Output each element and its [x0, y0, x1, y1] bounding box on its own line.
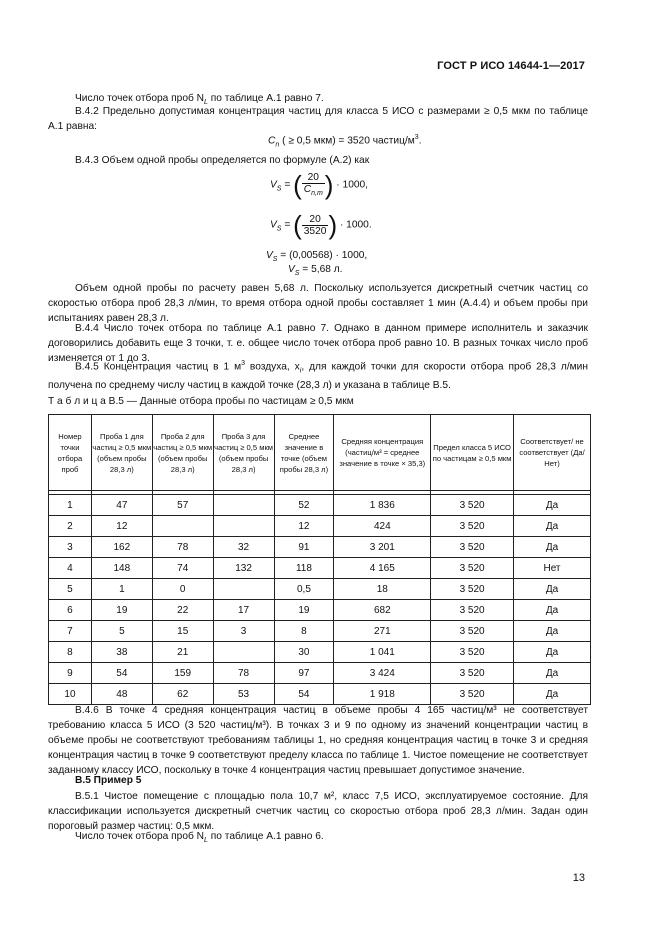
formula-volume-4: $V_S = 5,68$ л.: [288, 264, 343, 278]
paragraph-b46: В.4.6 В точке 4 средняя концентрация частиц в объеме пробы 4 165 частиц/м³ не соответствует требованию класса 5 ИСО (3 520 частиц/м³). В точках 3 и 9 по одному из значений концентрации частиц в объеме пробы не соответствуют требованиям таблицы 1, но средняя концентрация частиц в точке 3 и средняя концентрация частиц в точке 9 соответствуют пределу класса по таблице 1. Чистое помещение не соответствует заданному классу ИСО, поскольку в точке 4 концентрация частиц превышает допустимое значение.: [48, 705, 588, 776]
formula-volume-3: $V_S = (0,00568) \cdot 1000$,: [266, 250, 368, 264]
formula-volume-2: $V_S$ = ( $\frac{20}{3520}$ ) · 1000.: [270, 210, 372, 240]
col-header: Номер точки отбора проб: [49, 415, 92, 491]
p1-end: по таблице А.1 равно 7.: [207, 93, 324, 104]
table-cell: 74: [152, 558, 213, 579]
table-cell: 3 520: [431, 642, 514, 663]
table-cell: 12: [91, 516, 152, 537]
table-cell: [213, 642, 274, 663]
f3-num: 20: [302, 214, 329, 226]
table-cell: 118: [274, 558, 334, 579]
f1-sub: n: [275, 141, 280, 149]
table-row: [49, 495, 591, 516]
table-cell: 5: [91, 621, 152, 642]
p6c: , для каждой точки для скорости отбора проб 28,3 л/мин получена по среднему числу частиц в каждой точке (28,3 л) и указана в таблице В.5.: [48, 361, 588, 392]
f2-tail: · 1000,: [333, 179, 369, 191]
table-cell: 57: [152, 495, 213, 516]
f5-text: = 5,68 л.: [299, 264, 343, 275]
table-cell: 22: [152, 600, 213, 621]
paragraph-b44: В.4.4 Число точек отбора по таблице А.1 равно 7. Однако в данном примере исполнитель и заказчик договорились добавить еще 3 точки, т. е. общее число точек отбора проб равно 10. В разных точках число проб изменяется от 1 до 3.: [48, 323, 588, 364]
col-header: Проба 3 для частиц ≥ 0,5 мкм (объем пробы 28,3 л): [213, 415, 274, 491]
table-row: [49, 558, 591, 579]
section-heading-b5: В.5 Пример 5: [75, 775, 142, 786]
document-header: ГОСТ Р ИСО 14644-1—2017: [437, 60, 585, 72]
table-cell: 18: [334, 579, 431, 600]
table-cell: Да: [514, 621, 591, 642]
f2-lhs-sub: S: [276, 185, 282, 193]
table-cell: 1 836: [334, 495, 431, 516]
table-cell: 3 520: [431, 579, 514, 600]
table-cell: 9: [49, 663, 92, 684]
table-cell: 19: [274, 600, 334, 621]
table-cell: 8: [274, 621, 334, 642]
table-cell: [213, 516, 274, 537]
f4-text: = (0,00568) · 1000,: [277, 250, 368, 261]
paragraph-b43: В.4.3 Объем одной пробы определяется по формуле (А.2) как: [75, 155, 370, 166]
paragraph-b42: В.4.2 Предельно допустимая концентрация частиц для класса 5 ИСО с размерами ≥ 0,5 мкм по таблице А.1 равна:: [48, 106, 588, 132]
table-header-row: [49, 415, 591, 491]
table-cell: [213, 495, 274, 516]
page-number: 13: [572, 872, 585, 884]
table-cell: 3 520: [431, 537, 514, 558]
table-cell: 3: [213, 621, 274, 642]
table-cell: 10: [49, 684, 92, 705]
table-cell: 47: [91, 495, 152, 516]
p6b: воздуха, x: [245, 361, 300, 373]
table-cell: 21: [152, 642, 213, 663]
table-cell: 4: [49, 558, 92, 579]
data-table: [48, 414, 591, 705]
table-cell: 159: [152, 663, 213, 684]
table-cell: Да: [514, 600, 591, 621]
f1-sup: 3: [414, 134, 419, 141]
f1-left: C: [268, 135, 276, 147]
p1-text: Число точек отбора проб N: [75, 93, 205, 104]
f2-lhs: V: [270, 179, 277, 191]
table-row: [49, 663, 591, 684]
table-cell: 682: [334, 600, 431, 621]
table-cell: Да: [514, 579, 591, 600]
table-cell: 3 201: [334, 537, 431, 558]
table-row: [49, 684, 591, 705]
table-cell: 5: [49, 579, 92, 600]
table-cell: 48: [91, 684, 152, 705]
table-cell: 8: [49, 642, 92, 663]
paragraph-points-count-2: [48, 829, 588, 848]
table-cell: Да: [514, 516, 591, 537]
table-caption: Т а б л и ц а В.5 — Данные отбора пробы по частицам ≥ 0,5 мкм: [48, 396, 354, 407]
col-header: Проба 2 для частиц ≥ 0,5 мкм (объем пробы 28,3 л): [152, 415, 213, 491]
table-cell: 162: [91, 537, 152, 558]
f2-den-sub: n,m: [311, 190, 323, 198]
table-cell: 0: [152, 579, 213, 600]
p9-sub: L: [204, 837, 208, 845]
table-cell: 6: [49, 600, 92, 621]
table-cell: 3 520: [431, 516, 514, 537]
table-cell: 62: [152, 684, 213, 705]
col-header: Соответствует/ не соответствует (Да/Нет): [514, 415, 591, 491]
paragraph-volume-result: Объем одной пробы по расчету равен 5,68 л. Поскольку используется дискретный счетчик частиц со скоростью отбора проб 28,3 л/мин, то время отбора одной пробы составляет 1 мин (А.4.4) и объем пробы при испытаниях равен 28,3 л.: [48, 283, 588, 324]
table-cell: 1: [91, 579, 152, 600]
table-cell: 3 520: [431, 495, 514, 516]
table-cell: 424: [334, 516, 431, 537]
table-cell: Да: [514, 537, 591, 558]
f2-fraction: [302, 172, 325, 197]
col-header: Проба 1 для частиц ≥ 0,5 мкм (объем пробы 28,3 л): [91, 415, 152, 491]
formula-concentration: [268, 134, 422, 148]
table-cell: 19: [91, 600, 152, 621]
table-row: [49, 537, 591, 558]
col-header: Среднее значение в точке (объем пробы 28,3 л): [274, 415, 334, 491]
table-row: [49, 516, 591, 537]
table-cell: 3 520: [431, 621, 514, 642]
table-cell: 3 520: [431, 684, 514, 705]
table-cell: 54: [91, 663, 152, 684]
table-cell: [213, 579, 274, 600]
table-cell: 1: [49, 495, 92, 516]
table-cell: 2: [49, 516, 92, 537]
table-cell: 15: [152, 621, 213, 642]
table-cell: 4 165: [334, 558, 431, 579]
table-cell: 17: [213, 600, 274, 621]
f2-num: 20: [302, 172, 325, 184]
table-row: [49, 579, 591, 600]
table-cell: 78: [152, 537, 213, 558]
table-cell: 91: [274, 537, 334, 558]
table-cell: Нет: [514, 558, 591, 579]
table-cell: 3 520: [431, 600, 514, 621]
table-cell: 148: [91, 558, 152, 579]
table-cell: 12: [274, 516, 334, 537]
table-cell: Да: [514, 684, 591, 705]
f1-right: ( ≥ 0,5 мкм) = 3520 частиц/м: [279, 135, 415, 147]
f2-den: C: [303, 184, 312, 196]
table-cell: 132: [213, 558, 274, 579]
table-cell: 0,5: [274, 579, 334, 600]
table-cell: 271: [334, 621, 431, 642]
table-cell: Да: [514, 642, 591, 663]
table-cell: 3: [49, 537, 92, 558]
table-cell: [152, 516, 213, 537]
table-row: [49, 642, 591, 663]
f3-den: 3520: [303, 225, 327, 237]
table-cell: Да: [514, 495, 591, 516]
table-cell: 7: [49, 621, 92, 642]
p9-text: Число точек отбора проб N: [75, 831, 205, 842]
col-header: Средняя концентрация (частиц/м³ = среднее значение в точке × 35,3): [334, 415, 431, 491]
table-cell: 3 520: [431, 663, 514, 684]
table-cell: 30: [274, 642, 334, 663]
table-cell: 52: [274, 495, 334, 516]
paragraph-b45: [48, 356, 588, 393]
col-header: Предел класса 5 ИСО по частицам ≥ 0,5 мкм: [431, 415, 514, 491]
table-cell: 54: [274, 684, 334, 705]
paragraph-b51: В.5.1 Чистое помещение с площадью пола 10,7 м², класс 7,5 ИСО, эксплуатируемое состояние. Для классификации используется дискретный счетчик частиц со скоростью отбора проб 28,3 л/мин. Задан один пороговый размер частиц: 0,5 мкм.: [48, 791, 588, 832]
table-cell: 3 424: [334, 663, 431, 684]
formula-volume-1: $V_S$ = ( $\frac{20}{C_{n,m}}$ ) · 1000,: [270, 170, 369, 200]
table-cell: 32: [213, 537, 274, 558]
f3-fraction: [302, 214, 329, 237]
table-cell: 78: [213, 663, 274, 684]
table-cell: 38: [91, 642, 152, 663]
f1-end: .: [418, 135, 422, 147]
p6-sub: i: [299, 367, 302, 375]
table-cell: 1 041: [334, 642, 431, 663]
table-cell: 53: [213, 684, 274, 705]
p6a: В.4.5 Концентрация частиц в 1 м: [75, 361, 242, 373]
table-row: [49, 621, 591, 642]
table-cell: 97: [274, 663, 334, 684]
table-cell: Да: [514, 663, 591, 684]
p9-end: по таблице А.1 равно 6.: [207, 831, 324, 842]
table-cell: 3 520: [431, 558, 514, 579]
table-row: [49, 600, 591, 621]
p6-sup: 3: [241, 360, 245, 367]
p1-sub: L: [204, 99, 208, 107]
table-cell: 1 918: [334, 684, 431, 705]
f3-tail: · 1000.: [337, 219, 372, 231]
